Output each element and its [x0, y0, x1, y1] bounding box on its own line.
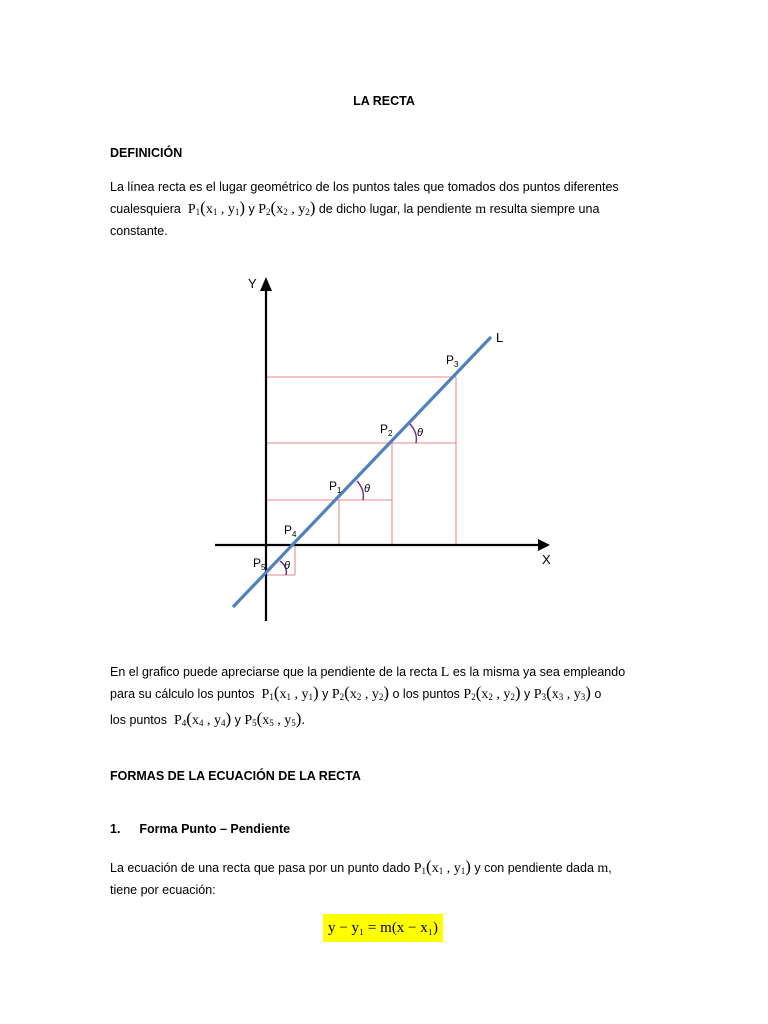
- text-y: y: [234, 713, 241, 727]
- angle-label-p5: θ: [284, 560, 290, 572]
- definition-line-3: constante.: [110, 224, 168, 238]
- x-axis-arrow-icon: [538, 539, 550, 551]
- item-1-title: Forma Punto – Pendiente: [139, 822, 291, 836]
- symbol-m-given: m: [597, 861, 609, 876]
- point-slope-equation: y − y₁ = m(x − x₁): [323, 914, 443, 942]
- formas-heading: FORMAS DE LA ECUACIÓN DE LA RECTA: [110, 769, 361, 783]
- line-l: [233, 337, 491, 607]
- formula-p1: $P_1(x_1$ , $y_1$): [258, 683, 319, 702]
- point-label-p3: $P_3$: [446, 353, 459, 369]
- point-label-p5: $P_5$: [253, 556, 266, 572]
- definition-line-2: [110, 198, 600, 220]
- axis-x-label: X: [542, 552, 551, 567]
- point-label-p2: $P_2$: [380, 422, 393, 438]
- item-1-heading: [110, 821, 290, 837]
- angle-arc-p2: [410, 424, 416, 443]
- line-graph: [200, 265, 570, 630]
- page-title: LA RECTA: [353, 94, 415, 108]
- definition-line-1: La línea recta es el lugar geométrico de los puntos tales que tomados dos puntos diferentes: [110, 180, 619, 194]
- angle-arc-p1: [357, 481, 363, 500]
- point-label-p1: $P_1$: [329, 479, 342, 495]
- line-l-label: L: [496, 330, 504, 345]
- text-dicho-lugar: de dicho lugar, la pendiente: [318, 202, 472, 216]
- text-o-los-puntos: o los puntos: [392, 687, 460, 701]
- symbol-m: m: [475, 202, 487, 217]
- text-resulta: resulta siempre una: [489, 202, 600, 216]
- equation-intro-line-2: tiene por ecuación:: [110, 883, 216, 897]
- formula-p2b: $P_2(x_2$ , $y_2$): [463, 683, 521, 702]
- angle-label-p2: θ: [417, 427, 423, 439]
- text-calculo: para su cálculo los puntos: [110, 687, 255, 701]
- graph-paragraph-line-2: [110, 683, 602, 705]
- formula-p4: $P_4(x_4$ , $y_4$): [170, 709, 232, 728]
- point-p1-formula: $P_1(x_1$ , $y_1$): [184, 198, 246, 217]
- equation-intro-line-1: [110, 857, 612, 879]
- angle-label-p1: θ: [364, 483, 370, 495]
- text-pendiente-dada: y con pendiente dada: [474, 861, 594, 875]
- symbol-l: L: [440, 665, 450, 680]
- formula-p5: $P_5(x_5$ , $y_5$).: [244, 709, 305, 728]
- text-cualesquiera: cualesquiera: [110, 202, 181, 216]
- point-label-p4: $P_4$: [284, 523, 297, 539]
- axis-y-label: Y: [248, 276, 257, 291]
- definition-heading: DEFINICIÓN: [110, 146, 183, 160]
- angle-arcs: [280, 424, 416, 575]
- formula-p3: $P_3(x_3$ , $y_3$): [533, 683, 591, 702]
- graph-paragraph-line-1: [110, 664, 625, 681]
- text-los-puntos: los puntos: [110, 713, 167, 727]
- text-y: y: [248, 202, 255, 216]
- text-o: o: [594, 687, 602, 701]
- text-misma: es la misma ya sea empleando: [452, 665, 626, 679]
- item-1-number: 1.: [110, 822, 121, 836]
- text-y: y: [322, 687, 329, 701]
- text-comma: ,: [608, 861, 612, 875]
- text-ecuacion: La ecuación de una recta que pasa por un punto dado: [110, 861, 411, 875]
- formula-p2: $P_2(x_2$ , $y_2$): [331, 683, 390, 702]
- text-y: y: [524, 687, 531, 701]
- y-axis-arrow-icon: [260, 277, 272, 291]
- text-grafico: En el grafico puede apreciarse que la pendiente de la recta: [110, 665, 438, 679]
- formula-p1-given: $P_1(x_1$ , $y_1$): [413, 857, 471, 876]
- graph-paragraph-line-3: [110, 709, 305, 731]
- point-p2-formula: $P_2(x_2$ , $y_2$): [258, 198, 316, 217]
